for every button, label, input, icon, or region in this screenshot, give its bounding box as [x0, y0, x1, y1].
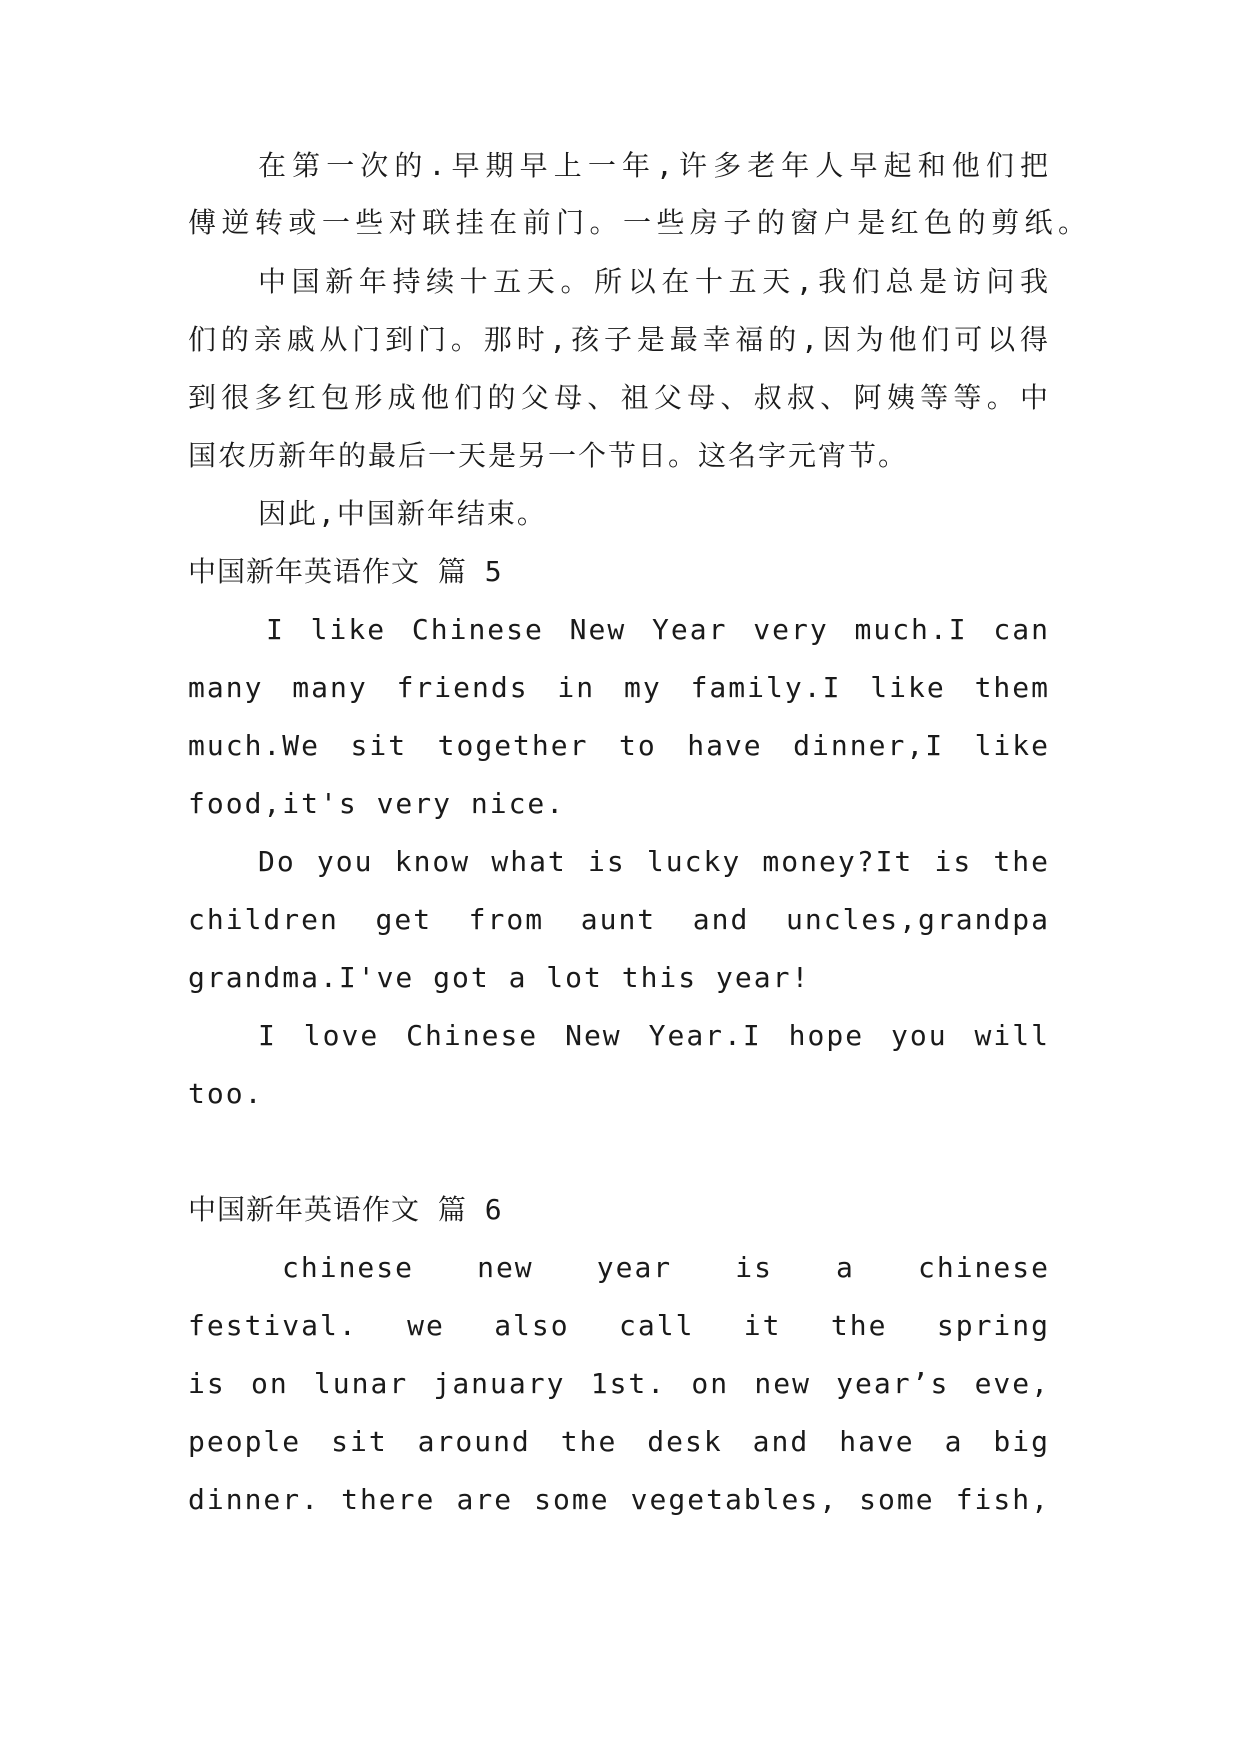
paragraph-line: food,it's very nice. [188, 787, 566, 820]
paragraph-line: festival. we also call it the spring [188, 1309, 1050, 1342]
paragraph-line: many many friends in my family.I like them [188, 671, 1050, 704]
paragraph-line: 到很多红包形成他们的父母、祖父母、叔叔、阿姨等等。中 [188, 381, 1050, 414]
paragraph-line: dinner. there are some vegetables, some fish, [188, 1483, 1050, 1516]
section-heading: 中国新年英语作文 篇 6 [188, 1193, 503, 1226]
paragraph-line: 国农历新年的最后一天是另一个节日。这名字元宵节。 [188, 439, 909, 472]
paragraph-line: much.We sit together to have dinner,I like [188, 729, 1050, 762]
paragraph-line: I love Chinese New Year.I hope you will [258, 1019, 1050, 1052]
paragraph-line: 因此,中国新年结束。 [258, 497, 547, 530]
paragraph-line: chinese new year is a chinese [282, 1251, 1050, 1284]
paragraph-line: is on lunar january 1st. on new year’s eve, [188, 1367, 1050, 1400]
paragraph-line: Do you know what is lucky money?It is the [258, 845, 1050, 878]
paragraph-line: 中国新年持续十五天。所以在十五天,我们总是访问我 [258, 265, 1050, 298]
paragraph-line: I like Chinese New Year very much.I can [266, 613, 1050, 646]
paragraph-line: 傅逆转或一些对联挂在前门。一些房子的窗户是红色的剪纸。 [188, 206, 1088, 239]
paragraph-line: people sit around the desk and have a big [188, 1425, 1050, 1458]
paragraph-line: 们的亲戚从门到门。那时,孩子是最幸福的,因为他们可以得 [188, 323, 1050, 356]
paragraph-line: children get from aunt and uncles,grandpa [188, 903, 1050, 936]
paragraph-line: grandma.I've got a lot this year! [188, 961, 811, 994]
section-heading: 中国新年英语作文 篇 5 [188, 555, 503, 588]
paragraph-line: 在第一次的.早期早上一年,许多老年人早起和他们把 [258, 149, 1050, 182]
paragraph-line: too. [188, 1077, 264, 1110]
